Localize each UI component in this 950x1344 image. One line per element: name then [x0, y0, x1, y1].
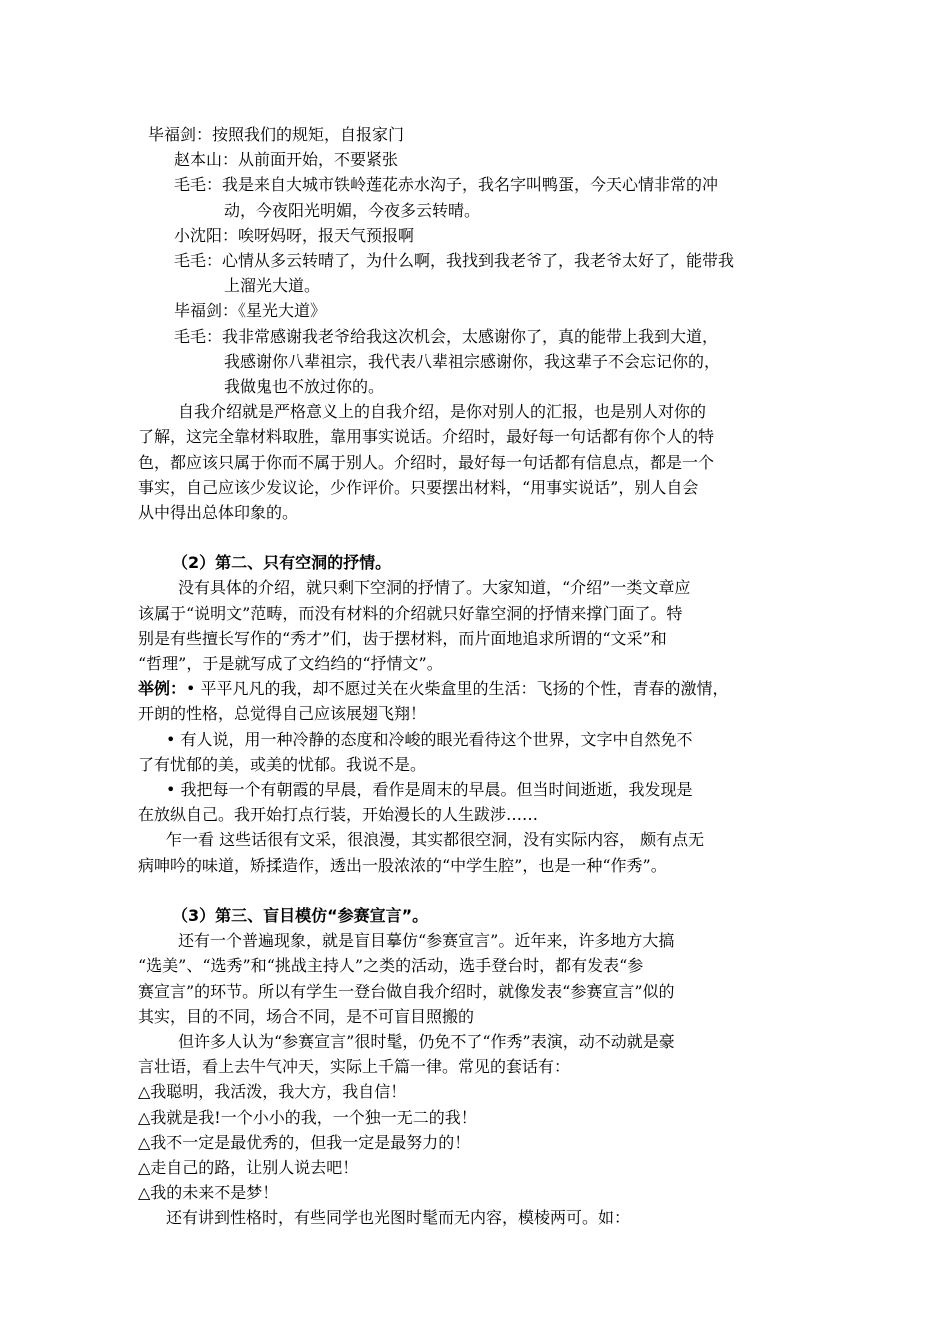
slogan-item: △我的未来不是梦！: [138, 1183, 279, 1203]
paragraph-line: 还有一个普遍现象，就是盲目摹仿“参赛宣言”。近年来，许多地方大搞: [178, 931, 675, 951]
slogan-item: △走自己的路，让别人说去吧！: [138, 1157, 359, 1177]
speaker: 毕福剑：: [148, 125, 213, 144]
dialogue-text: 《星光大道》: [238, 301, 327, 321]
dialogue-line: [146, 147, 810, 172]
dialogue-continuation: [146, 349, 810, 374]
paragraph-line: 言壮语，看上去牛气冲天，实际上千篇一律。常见的套话有：: [138, 1057, 571, 1077]
dialogue-text: 动，今夜阳光明媚，今夜多云转晴。: [224, 200, 481, 220]
speaker: 毛毛：: [174, 251, 223, 271]
speaker: 毛毛：: [174, 326, 223, 346]
dialogue-line: [146, 172, 810, 197]
example-text: • 平平凡凡的我，却不愿过关在火柴盒里的生活：飞扬的个性，青春的激情，: [186, 679, 729, 699]
dialogue-line: [146, 122, 810, 147]
paragraph-line: “选美”、“选秀”和“挑战主持人”之类的活动，选手登台时，都有发表“参: [138, 956, 644, 976]
speaker: 小沈阳：: [174, 225, 239, 245]
paragraph-line: 但许多人认为“参赛宣言”很时髦，仍免不了“作秀”表演，动不动就是豪: [178, 1031, 675, 1051]
speaker: 毛毛：: [174, 175, 223, 195]
dialogue-line: [146, 298, 810, 323]
comment-line: 乍一看 这些话很有文采，很浪漫，其实都很空洞，没有实际内容， 颇有点无: [166, 830, 705, 850]
dialogue-continuation: [146, 198, 810, 223]
paragraph-line: 色，都应该只属于你而不属于别人。介绍时，最好每一句话都有信息点，都是一个: [138, 452, 715, 472]
slogan-list: [138, 1079, 810, 1230]
dialogue-text: 我是来自大城市铁岭莲花赤水沟子，我名字叫鸭蛋，今天心情非常的冲: [222, 175, 719, 195]
dialogue-line: [146, 248, 810, 273]
section-heading: （3）第三、盲目模仿“参赛宣言”。: [172, 905, 429, 925]
dialogue-text: 心情从多云转晴了，为什么啊，我找到我老爷了，我老爷太好了，能带我: [222, 251, 735, 271]
section-heading: （2）第二、只有空洞的抒情。: [172, 553, 392, 573]
paragraph-line: 没有具体的介绍，就只剩下空洞的抒情了。大家知道，“介绍”一类文章应: [178, 578, 691, 598]
dialogue-text: 上溜光大道。: [224, 276, 321, 296]
example-line: [138, 676, 810, 701]
dialogue-line: [146, 324, 810, 349]
paragraph-line: 该属于“说明文”范畴，而没有材料的介绍就只好靠空洞的抒情来撑门面了。特: [138, 603, 683, 623]
section-paragraph: [138, 928, 810, 1079]
paragraph-line: 其实，目的不同，场合不同，是不可盲目照搬的: [138, 1006, 475, 1026]
paragraph-line: 事实，自己应该少发议论，少作评价。只要摆出材料，“用事实说话”，别人自会: [138, 477, 699, 497]
dialogue-line: [146, 223, 810, 248]
paragraph-line: 别是有些擅长写作的“秀才”们，齿于摆材料，而片面地追求所谓的“文采”和: [138, 628, 667, 648]
slogan-item: △我聪明，我活泼，我大方，我自信！: [138, 1082, 407, 1102]
example-line: 在放纵自己。我开始打点行装，开始漫长的人生跋涉……: [138, 805, 539, 825]
example-line: • 我把每一个有朝霞的早晨，看作是周末的早晨。但当时间逝逝，我发现是: [166, 780, 693, 800]
section-paragraph: [138, 575, 810, 676]
paragraph-line: 自我介绍就是严格意义上的自我介绍，是你对别人的汇报，也是别人对你的: [178, 402, 707, 422]
intro-paragraph: [138, 399, 810, 525]
dialogue-continuation: [146, 374, 810, 399]
spacer: [146, 878, 810, 903]
example-line: 开朗的性格，总觉得自己应该展翅飞翔！: [138, 704, 427, 724]
dialogue-text: 我非常感谢我老爷给我这次机会，太感谢你了，真的能带上我到大道，: [222, 326, 719, 346]
paragraph-line: 从中得出总体印象的。: [138, 503, 299, 523]
speaker: 赵本山：: [174, 150, 239, 170]
example-block: [138, 676, 810, 878]
example-line: 了有忧郁的美，或美的忧郁。我说不是。: [138, 754, 427, 774]
speaker: 毕福剑：: [174, 301, 239, 321]
document-body: [138, 122, 810, 1231]
example-label: 举例：: [138, 679, 187, 699]
dialogue-text: 我感谢你八辈祖宗，我代表八辈祖宗感谢你，我这辈子不会忘记你的，: [224, 351, 721, 371]
comment-line: 病呻吟的味道，矫揉造作，透出一股浓浓的“中学生腔”，也是一种“作秀”。: [138, 855, 667, 875]
slogan-item: △我就是我!一个小小的我，一个独一无二的我！: [138, 1107, 477, 1127]
paragraph-line: 了解，这完全靠材料取胜，靠用事实说话。介绍时，最好每一句话都有你个人的特: [138, 427, 715, 447]
paragraph-line: 赛宣言”的环节。所以有学生一登台做自我介绍时，就像发表“参赛宣言”似的: [138, 981, 675, 1001]
spacer: [146, 525, 810, 550]
dialogue-text: 按照我们的规矩，自报家门: [212, 125, 405, 144]
example-line: • 有人说，用一种冷静的态度和冷峻的眼光看待这个世界，文字中自然免不: [166, 729, 693, 749]
dialogue-text: 从前面开始，不要紧张: [238, 150, 399, 170]
dialogue-text: 唉呀妈呀，报天气预报啊: [238, 225, 415, 245]
paragraph-line: 还有讲到性格时，有些同学也光图时髦而无内容，模棱两可。如：: [166, 1208, 631, 1228]
slogan-item: △我不一定是最优秀的，但我一定是最努力的！: [138, 1132, 471, 1152]
dialogue-continuation: [146, 273, 810, 298]
paragraph-line: “哲理”，于是就写成了文绉绉的“抒情文”。: [138, 654, 443, 674]
dialogue-text: 我做鬼也不放过你的。: [224, 377, 385, 397]
